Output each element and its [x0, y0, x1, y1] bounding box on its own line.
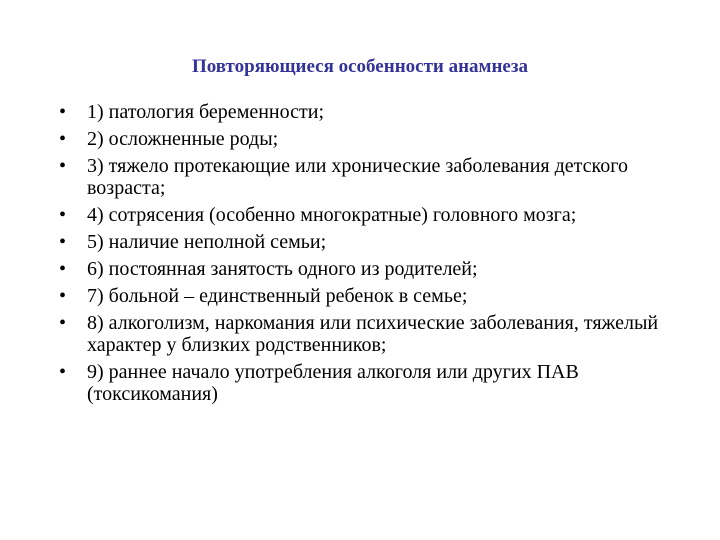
bullet-icon: • — [59, 128, 67, 150]
bullet-icon: • — [59, 258, 67, 280]
bullet-icon: • — [59, 285, 67, 307]
list-item-text: 1) патология беременности; — [87, 101, 325, 123]
list-item-text: 9) раннее начало употребления алкоголя или других ПАВ (токсикомания) — [87, 361, 579, 405]
bullet-icon: • — [59, 231, 67, 253]
bullet-icon: • — [59, 204, 67, 226]
bullet-icon: • — [59, 101, 67, 123]
list-item-text: 3) тяжело протекающие или хронические заболевания детского возраста; — [87, 155, 628, 199]
list-item-text: 8) алкоголизм, наркомания или психические заболевания, тяжелый характер у близких родственников; — [87, 312, 659, 356]
list-item-text: 7) больной – единственный ребенок в семье; — [87, 285, 468, 307]
list-item — [53, 204, 673, 226]
list-item — [53, 258, 673, 280]
list-item — [53, 128, 673, 150]
list-item-text: 5) наличие неполной семьи; — [87, 231, 327, 253]
slide-title: Повторяющиеся особенности анамнеза — [191, 56, 529, 77]
list-item — [53, 101, 673, 123]
list-item-text: 6) постоянная занятость одного из родителей; — [87, 258, 478, 280]
bullet-icon: • — [59, 361, 67, 383]
list-item — [53, 312, 673, 356]
bullet-icon: • — [59, 312, 67, 334]
bullet-icon: • — [59, 155, 67, 177]
list-item-text: 4) сотрясения (особенно многократные) головного мозга; — [87, 204, 577, 226]
list-item — [53, 361, 673, 405]
anamnesis-list — [53, 101, 673, 410]
list-item — [53, 231, 673, 253]
list-item — [53, 285, 673, 307]
list-item — [53, 155, 673, 199]
list-item-text: 2) осложненные роды; — [87, 128, 279, 150]
